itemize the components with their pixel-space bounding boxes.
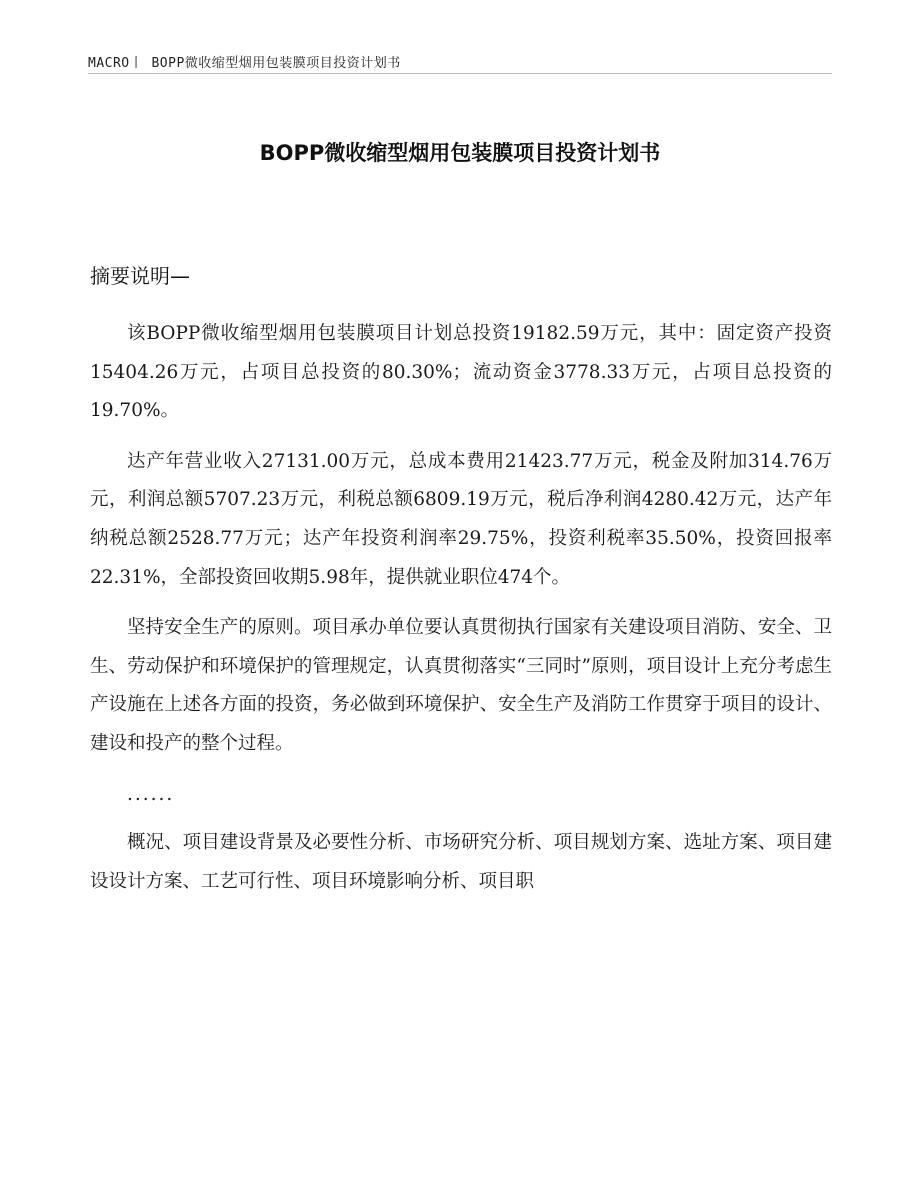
paragraph-safety: 坚持安全生产的原则。项目承办单位要认真贯彻执行国家有关建设项目消防、安全、卫生、劳动保护和环境保护的管理规定，认真贯彻落实“三同时”原则，项目设计上充分考虑生产设施在上述各方面的投资，务必做到环境保护、安全生产及消防工作贯穿于项目的设计、建设和投产的整个过程。 xyxy=(90,617,832,754)
paragraph-outline: 概况、项目建设背景及必要性分析、市场研究分析、项目规划方案、选址方案、项目建设设计方案、工艺可行性、项目环境影响分析、项目职 xyxy=(90,832,832,892)
paragraph-financials: 达产年营业收入27131.00万元，总成本费用21423.77万元，税金及附加314.76万元，利润总额5707.23万元，利税总额6809.19万元，税后净利润4280.42万元，达产年纳税总额2528.77万元；达产年投资利润率29.75%，投资利税率35.50%，投资回报率22.31%，全部投资回收期5.98年，提供就业职位474个。 xyxy=(90,450,832,588)
running-header: MACRO丨 BOPP微收缩型烟用包装膜项目投资计划书 xyxy=(88,56,401,71)
section-heading: 摘要说明— xyxy=(90,264,190,288)
document-title: BOPP微收缩型烟用包装膜项目投资计划书 xyxy=(259,141,661,165)
header-divider xyxy=(88,73,832,74)
paragraph-investment: 该BOPP微收缩型烟用包装膜项目计划总投资19182.59万元，其中：固定资产投资15404.26万元，占项目总投资的80.30%；流动资金3778.33万元，占项目总投资的19.70%。 xyxy=(90,323,832,422)
ellipsis: ...... xyxy=(127,783,175,805)
document-body xyxy=(90,315,832,913)
